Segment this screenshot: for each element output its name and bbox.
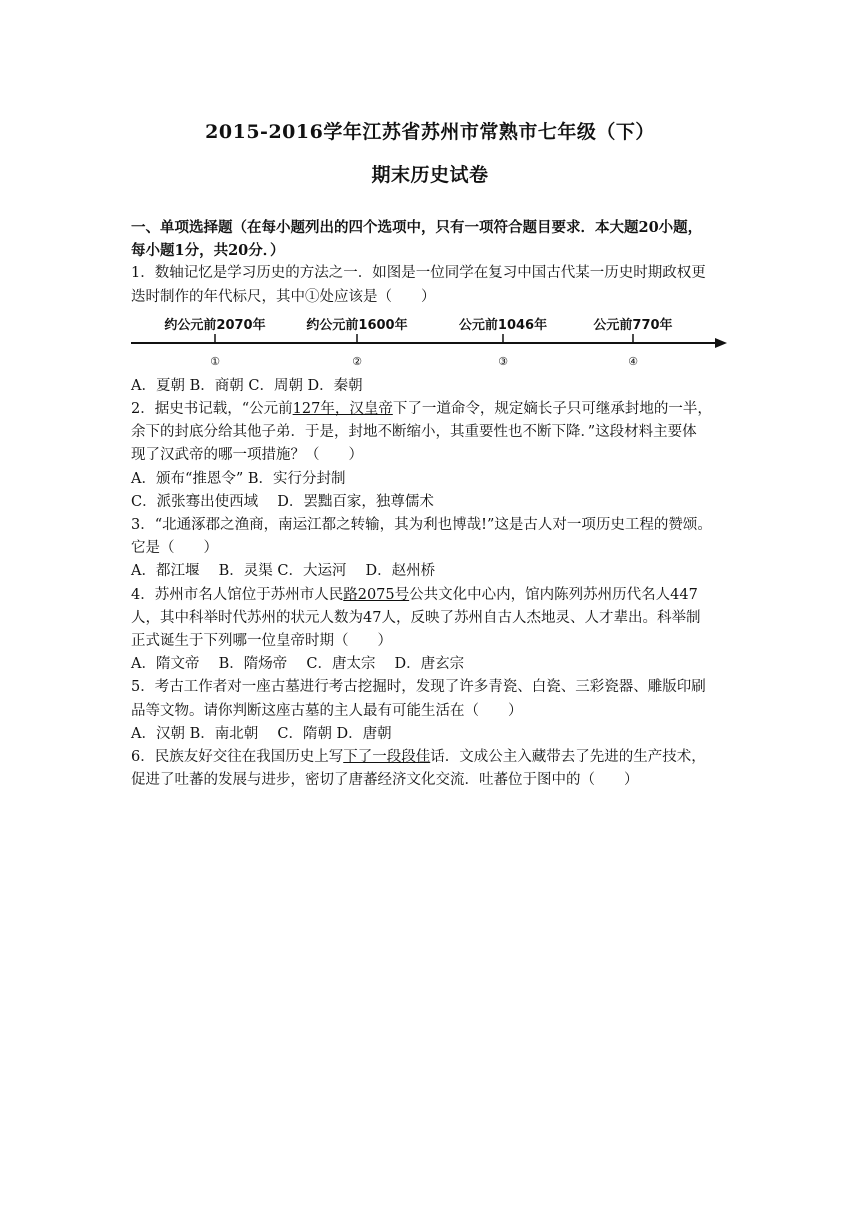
q2-options-a: A．颁布“推恩令” B．实行分封制	[131, 470, 346, 487]
q1-timeline	[131, 315, 731, 371]
q1-line-b: 迭时制作的年代标尺，其中①处应该是（ ）	[131, 288, 436, 305]
timeline-label: 公元前1046年	[458, 317, 548, 333]
q1-line-a: 1．数轴记忆是学习历史的方法之一．如图是一位同学在复习中国古代某一历史时期政权更	[131, 265, 706, 282]
timeline-marker: ④	[628, 354, 638, 368]
q2-line-a-pre: 2．据史书记载，“公元前	[131, 401, 293, 418]
q6-line-a-post: 话．文成公主入藏带去了先进的生产技术，	[430, 749, 706, 766]
q4-line-b: 人，其中科举时代苏州的状元人数为47人，反映了苏州自古人杰地灵、人才辈出。科举制	[131, 609, 701, 626]
section-heading	[131, 216, 731, 262]
q2-line-b: 余下的封底分给其他子弟．于是，封地不断缩小，其重要性也不断下降．”这段材料主要体	[131, 424, 697, 441]
q5-options: A．汉朝 B．南北朝 C．隋朝 D．唐朝	[131, 725, 392, 742]
question-2	[131, 398, 731, 468]
question-4	[131, 584, 731, 654]
timeline-label: 约公元前2070年	[164, 317, 266, 333]
q4-line-c: 正式诞生于下列哪一位皇帝时期（ ）	[131, 633, 392, 650]
q2-line-a-post: 下了一道命令，规定嫡长子只可继承封地的一半，	[392, 401, 712, 418]
paper-title-line1: 2015-2016学年江苏省苏州市常熟市七年级（下）	[205, 121, 655, 143]
question-5	[131, 676, 731, 722]
timeline-marker: ①	[210, 354, 220, 368]
q6-line-b: 促进了吐蕃的发展与进步，密切了唐蕃经济文化交流．吐蕃位于图中的（ ）	[131, 772, 639, 789]
section-heading-line1: 一、单项选择题（在每小题列出的四个选项中，只有一项符合题目要求．本大题20小题，	[131, 219, 703, 236]
section-heading-line2: 每小题1分，共20分．）	[131, 242, 285, 260]
question-6	[131, 746, 731, 792]
question-1	[131, 262, 731, 308]
q4-options: A．隋文帝 B．隋炀帝 C．唐太宗 D．唐玄宗	[131, 656, 465, 673]
q3-line-a: 3．“北通涿郡之渔商，南运江都之转输，其为利也博哉!”这是古人对一项历史工程的赞颂。	[131, 517, 712, 534]
q6-line-a-pre: 6．民族友好交往在我国历史上写	[131, 749, 344, 766]
q3-line-b: 它是（ ）	[131, 540, 218, 557]
q4-underlined: 路2075号	[343, 586, 410, 603]
timeline-arrow	[715, 338, 727, 348]
q2-underlined: 127年，汉皇帝	[292, 401, 393, 418]
timeline-label: 约公元前1600年	[306, 317, 408, 333]
question-3	[131, 514, 731, 560]
timeline-label: 公元前770年	[593, 317, 673, 333]
q4-line-a-post: 公共文化中心内，馆内陈列苏州历代名人447	[409, 586, 698, 603]
question-body	[131, 216, 731, 792]
q2-line-c: 现了汉武帝的哪一项措施？（ ）	[131, 447, 363, 464]
timeline-marker: ②	[352, 354, 362, 368]
q5-line-a: 5．考古工作者对一座古墓进行考古挖掘时，发现了许多青瓷、白瓷、三彩瓷器、雕版印刷	[131, 679, 706, 696]
q5-line-b: 品等文物。请你判断这座古墓的主人最有可能生活在（ ）	[131, 702, 523, 719]
timeline-marker: ③	[498, 354, 508, 368]
paper-title-line2: 期末历史试卷	[371, 164, 489, 186]
q2-options-b: C．派张骞出使西域 D．罢黜百家，独尊儒术	[131, 493, 434, 510]
q1-options: A．夏朝 B．商朝 C．周朝 D．秦朝	[131, 377, 363, 394]
q6-underlined: 下了一段段佳	[343, 749, 431, 766]
q3-options: A．都江堰 B．灵渠 C．大运河 D．赵州桥	[131, 563, 436, 580]
q4-line-a-pre: 4．苏州市名人馆位于苏州市人民	[131, 586, 344, 603]
